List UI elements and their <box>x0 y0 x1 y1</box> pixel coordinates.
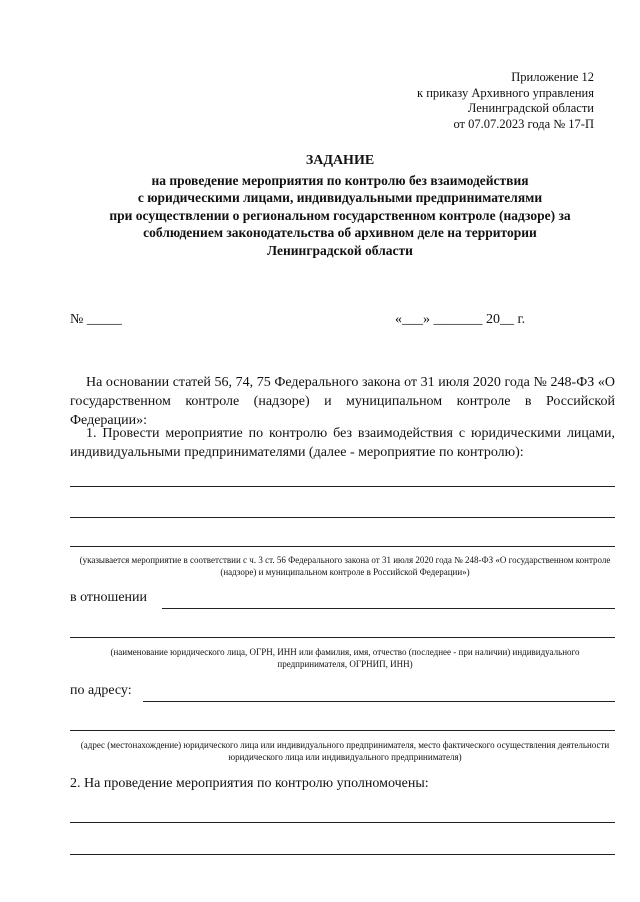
event-caption: (указывается мероприятие в соответствии с ч. 3 ст. 56 Федерального закона от 31 июля 2020 года № 248-ФЗ «О государственном контроле (надзоре) и муниципальном контроле в Российской Федерации») <box>79 555 611 577</box>
approval-line: от 07.07.2023 года № 17-П <box>453 116 594 131</box>
basis-paragraph: На основании статей 56, 74, 75 Федерального закона от 31 июля 2020 года № 248-ФЗ «О государственном контроле (надзоре) и муниципальном контроле в Российской Федерации»: <box>70 375 615 428</box>
title-line: соблюдением законодательства об архивном деле на территории <box>143 225 537 240</box>
title-line: с юридическими лицами, индивидуальными предпринимателями <box>137 190 543 205</box>
fill-line <box>143 701 615 702</box>
title-heading: ЗАДАНИЕ <box>305 153 375 168</box>
address-caption: (адрес (местонахождение) юридического лица или индивидуального предпринимателя, место фактического осуществления деятельности юридического лица или индивидуального предпринимателя) <box>80 740 610 762</box>
document-number: № _____ <box>70 312 122 327</box>
fill-line <box>70 854 615 855</box>
fill-line <box>70 546 615 547</box>
fill-line <box>70 517 615 518</box>
item1-paragraph: 1. Провести мероприятие по контролю без взаимодействия с юридическими лицами, индивидуальными предпринимателями (далее - мероприятие по контролю): <box>70 426 615 460</box>
document-title <box>60 152 620 259</box>
fill-line <box>70 637 615 638</box>
approval-block <box>334 70 594 132</box>
regarding-label: в отношении <box>70 590 148 605</box>
approval-line: Приложение 12 <box>511 70 594 84</box>
fill-line <box>162 608 615 609</box>
approval-line: к приказу Архивного управления <box>417 85 594 100</box>
title-line: на проведение мероприятия по контролю без взаимодействия <box>151 172 529 188</box>
document-date: «___» _______ 20__ г. <box>395 312 526 327</box>
section2-heading: 2. На проведение мероприятия по контролю уполномочены: <box>70 776 429 791</box>
fill-line <box>70 486 615 487</box>
fill-line <box>70 730 615 731</box>
entity-caption: (наименование юридического лица, ОГРН, ИНН или фамилия, имя, отчество (последнее - при наличии) индивидуального предпринимателя, ОГРНИП, ИНН) <box>110 647 580 669</box>
address-label: по адресу: <box>70 683 132 698</box>
title-line: при осуществлении о региональном государственном контроле (надзоре) за <box>109 207 571 223</box>
approval-line: Ленинградской области <box>467 101 594 115</box>
title-line: Ленинградской области <box>267 242 413 258</box>
fill-line <box>70 822 615 823</box>
